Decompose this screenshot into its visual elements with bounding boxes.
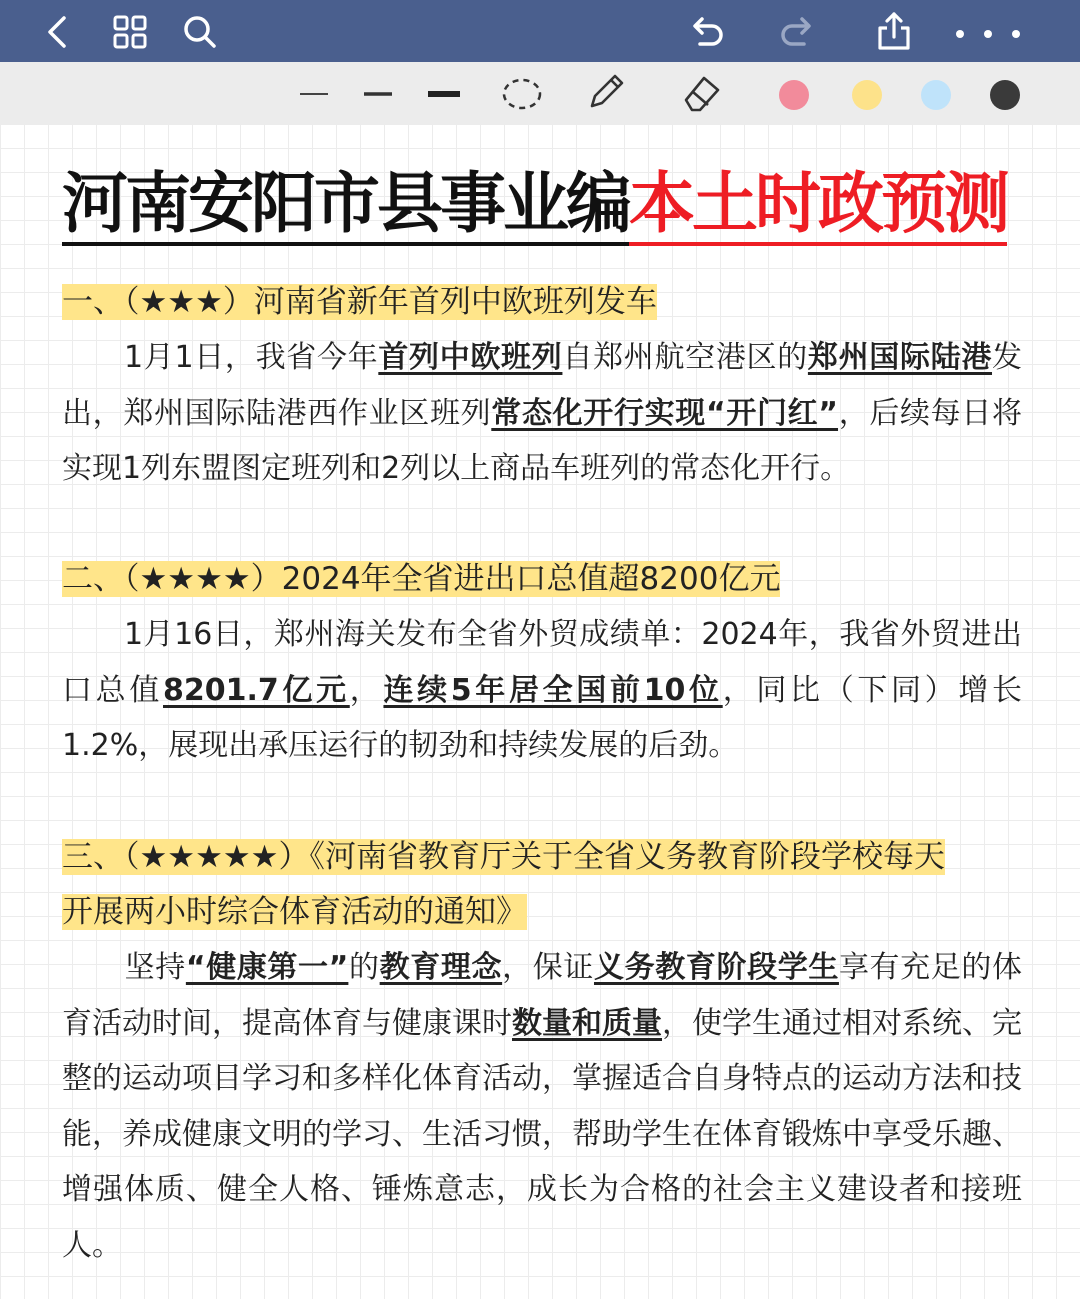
eraser-icon[interactable] xyxy=(678,70,724,116)
top-app-bar xyxy=(0,0,1080,62)
lasso-icon[interactable] xyxy=(500,74,544,114)
section-3-body xyxy=(62,940,1022,1274)
black-color-swatch[interactable] xyxy=(990,80,1020,110)
yellow-color-swatch[interactable] xyxy=(852,80,882,110)
text: ，保证 xyxy=(502,950,594,985)
section-3-heading-text-1: 三、（★★★★★）《河南省教育厅关于全省义务教育阶段学校每天 xyxy=(62,839,945,875)
text: 享有充足的体育活动时间，提高体育与健康课时 xyxy=(62,950,1023,1041)
emphasis: 郑州国际陆港 xyxy=(807,340,993,375)
blue-color-swatch[interactable] xyxy=(921,80,951,110)
thick-line-icon[interactable] xyxy=(424,82,464,104)
text: 发出，郑州国际陆港西作业区班列 xyxy=(62,340,1023,431)
section-3-heading-line-2 xyxy=(62,890,527,934)
section-2-body xyxy=(62,607,1022,774)
section-2-heading-text: 二、（★★★★）2024年全省进出口总值超8200亿元 xyxy=(62,561,781,597)
pencil-icon[interactable] xyxy=(584,70,628,114)
section-2-heading xyxy=(62,557,780,601)
text: 的 xyxy=(348,950,380,985)
text: 坚持 xyxy=(124,950,186,985)
section-1-heading xyxy=(62,280,657,324)
emphasis: 首列中欧班列 xyxy=(378,340,563,375)
emphasis: 连续5年居全国前10位 xyxy=(383,672,723,708)
share-icon[interactable] xyxy=(872,10,916,54)
title-black-part: 河南安阳市县事业编 xyxy=(62,164,629,246)
search-icon[interactable] xyxy=(178,10,222,54)
section-1-heading-text: 一、（★★★）河南省新年首列中欧班列发车 xyxy=(62,284,657,320)
section-1-body xyxy=(62,330,1022,497)
title-red-part: 本土时政预测 xyxy=(629,164,1007,246)
text: ，使学生通过相对系统、完整的运动项目学习和多样化体育活动，掌握适合自身特点的运动方法和技能，养成健康文明的学习、生活习惯，帮助学生在体育锻炼中享受乐趣、增强体质、健全人格、锤炼意志，成长为合格的社会主义建设者和接班人。 xyxy=(62,1005,1022,1263)
more-icon[interactable] xyxy=(950,10,1026,54)
text: ，同比（下同）增长1.2%，展现出承压运行的韧劲和持续发展的后劲。 xyxy=(62,672,1023,764)
section-3-heading-line-1 xyxy=(62,835,945,879)
emphasis: “健康第一” xyxy=(185,950,349,985)
redo-icon[interactable] xyxy=(776,10,820,54)
thin-line-icon[interactable] xyxy=(296,82,332,104)
emphasis: 常态化开行实现“开门红” xyxy=(491,395,839,431)
drawing-toolbar xyxy=(0,62,1080,124)
undo-icon[interactable] xyxy=(684,10,728,54)
emphasis: 义务教育阶段学生 xyxy=(593,950,839,985)
page-title xyxy=(62,158,1022,248)
emphasis: 数量和质量 xyxy=(512,1005,662,1041)
medium-line-icon[interactable] xyxy=(360,82,396,104)
text: ， xyxy=(349,672,384,708)
back-icon[interactable] xyxy=(36,10,80,54)
text: 1月1日，我省今年 xyxy=(124,340,379,375)
text: 1月16日，郑州海关发布全省外贸成绩单：2024年，我省外贸进出口总值 xyxy=(62,617,1022,708)
emphasis: 教育理念 xyxy=(379,950,503,985)
grid-icon[interactable] xyxy=(108,10,152,54)
pink-color-swatch[interactable] xyxy=(779,80,809,110)
text: ，后续每日将实现1列东盟图定班列和2列以上商品车班列的常态化开行。 xyxy=(62,395,1023,487)
emphasis: 8201.7亿元 xyxy=(163,672,350,708)
text: 自郑州航空港区的 xyxy=(562,340,808,375)
section-3-heading-text-2: 开展两小时综合体育活动的通知》 xyxy=(62,894,527,930)
